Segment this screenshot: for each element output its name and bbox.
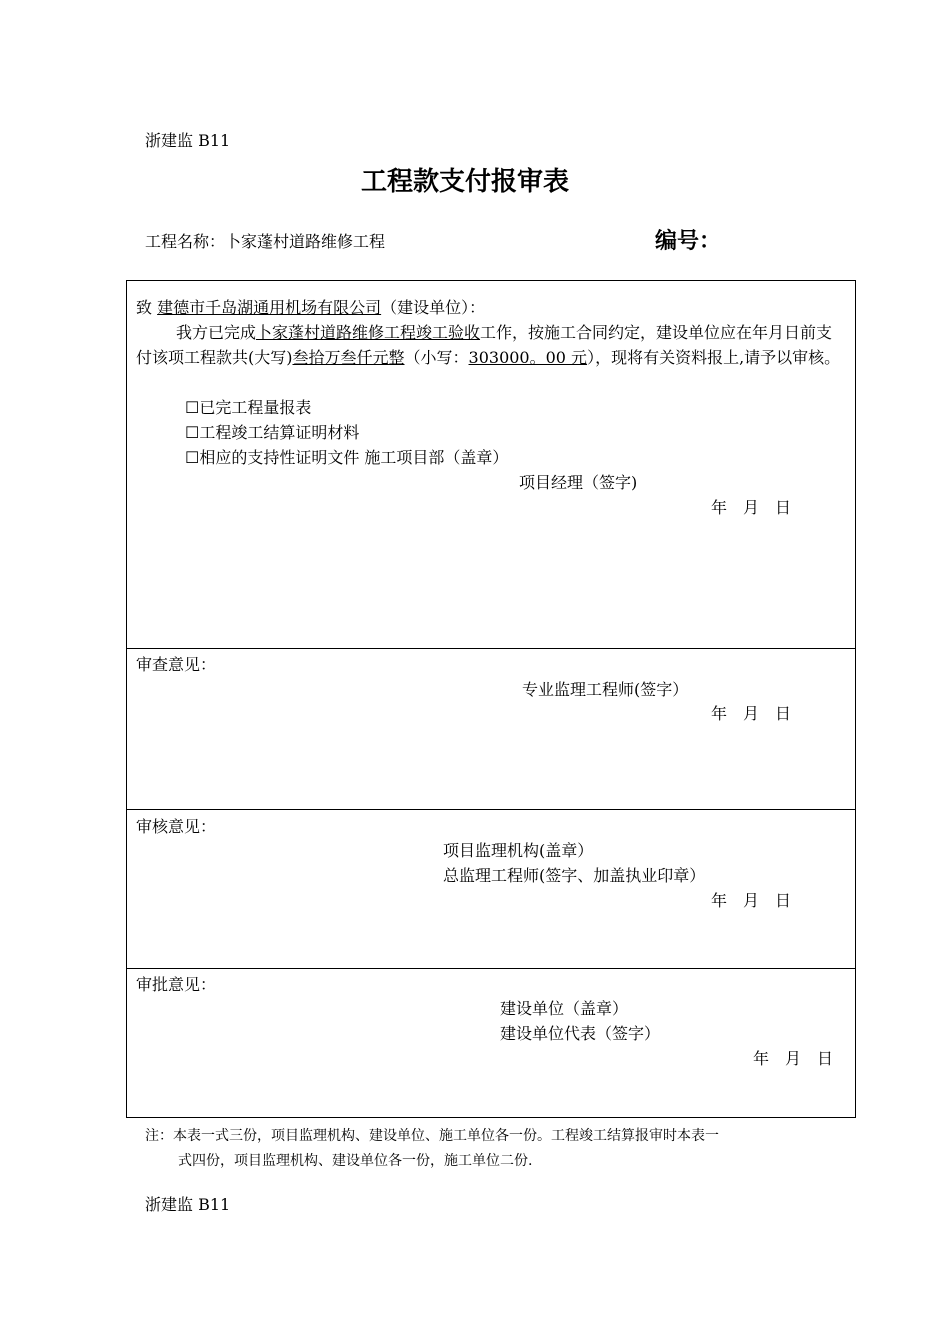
client-representative-sign: 建设单位代表（签字） <box>500 1024 661 1043</box>
audit-opinion-label: 审核意见： <box>136 817 217 836</box>
body-text-d: ），现将有关资料报上,请予以审核。 <box>587 348 841 367</box>
body-text-c: （小写： <box>404 348 469 367</box>
project-name-label: 工程名称： <box>145 232 226 251</box>
project-manager-sign: 项目经理（签字) <box>519 473 638 492</box>
date-field: 年 月 日 <box>711 891 792 910</box>
attachment-item: ☐工程竣工结算证明材料 <box>185 423 360 442</box>
chief-supervisor-sign: 总监理工程师(签字、加盖执业印章） <box>443 866 706 885</box>
client-company: 建德市千岛湖通用机场有限公司 <box>157 298 382 317</box>
form-table <box>126 280 856 1118</box>
date-field: 年 月 日 <box>711 704 792 723</box>
date-field: 年 月 日 <box>753 1049 834 1068</box>
form-code-bottom: 浙建监 B11 <box>145 1195 231 1214</box>
supervision-org-seal: 项目监理机构(盖章） <box>443 841 594 860</box>
note-line-1: 注：本表一式三份，项目监理机构、建设单位、施工单位各一份。工程竣工结算报审时本表一 <box>145 1128 719 1144</box>
project-name-value: 卜家蓬村道路维修工程 <box>225 232 386 251</box>
amount-lower: 303000。00 元 <box>468 348 588 367</box>
form-code-top: 浙建监 B11 <box>145 131 231 150</box>
note-line-2: 式四份，项目监理机构、建设单位各一份，施工单位二份. <box>178 1153 533 1169</box>
page-title: 工程款支付报审表 <box>361 167 570 197</box>
row-divider <box>127 809 855 810</box>
application-paragraph <box>136 295 848 370</box>
to-prefix: 致 <box>136 298 158 317</box>
attachment-item: ☐已完工程量报表 <box>185 398 312 417</box>
supervisor-engineer-sign: 专业监理工程师(签字） <box>522 680 689 699</box>
client-seal: 建设单位（盖章） <box>500 999 629 1018</box>
date-field: 年 月 日 <box>711 498 792 517</box>
body-text-b: 工作，按施工合同约定，建设单位应在年月日前支付该项工程款共(大写) <box>136 323 833 367</box>
body-text-a: 我方已完成 <box>176 323 257 342</box>
to-suffix: （建设单位）： <box>381 298 486 317</box>
row-divider <box>127 968 855 969</box>
attachment-item: ☐相应的支持性证明文件 施工项目部（盖章） <box>185 448 509 467</box>
review-opinion-label: 审查意见： <box>136 655 217 674</box>
number-label: 编号： <box>655 229 722 254</box>
amount-upper: 叁拾万叁仟元整 <box>292 348 405 367</box>
work-name: 卜家蓬村道路维修工程竣工验收 <box>256 323 481 342</box>
row-divider <box>127 648 855 649</box>
approval-opinion-label: 审批意见： <box>136 975 217 994</box>
project-name-row <box>145 229 385 252</box>
